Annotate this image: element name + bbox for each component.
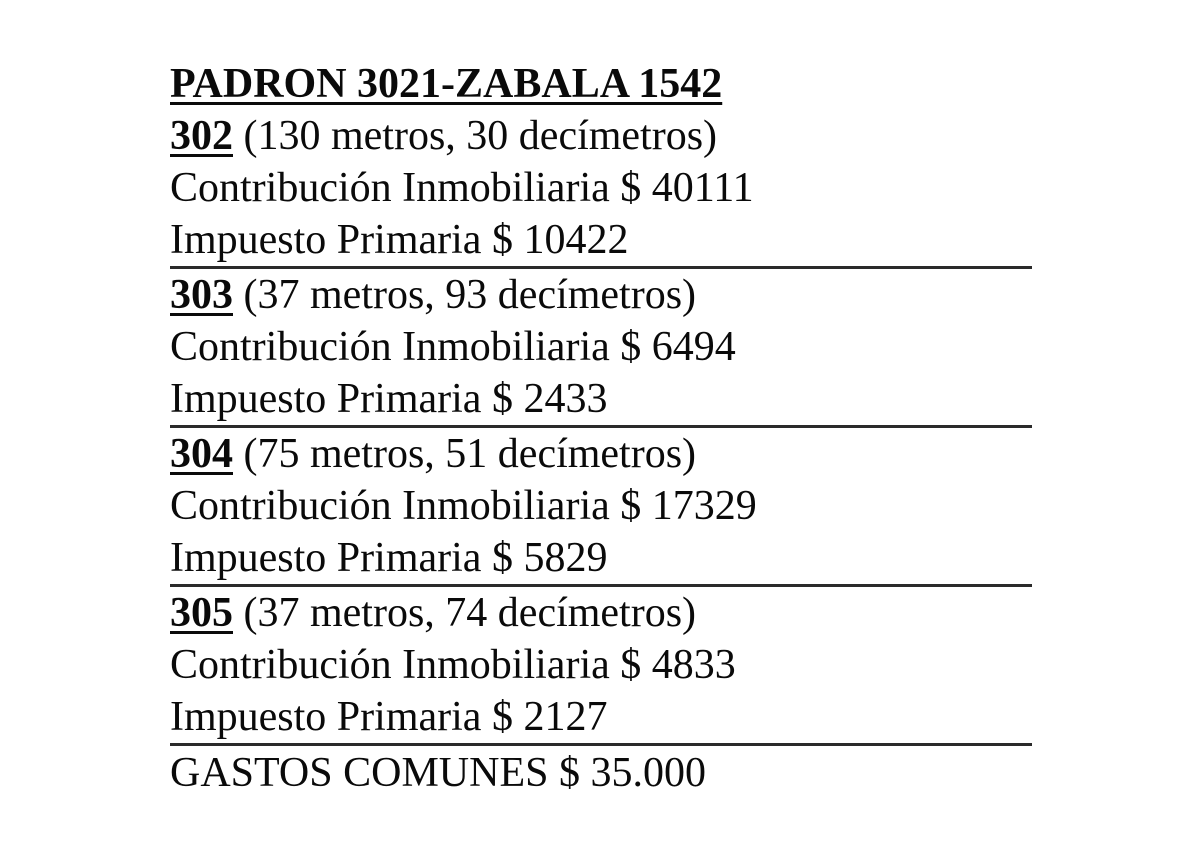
contribucion-line bbox=[170, 321, 1032, 373]
contribucion-label: Contribución Inmobiliaria bbox=[170, 165, 610, 211]
contribucion-line bbox=[170, 639, 1032, 691]
gastos-comunes-amount: $ 35.000 bbox=[558, 750, 706, 796]
impuesto-amount: $ 10422 bbox=[491, 217, 629, 263]
contribucion-line bbox=[170, 162, 1032, 214]
contribucion-label: Contribución Inmobiliaria bbox=[170, 642, 610, 688]
unit-header-line bbox=[170, 428, 1032, 480]
contribucion-label: Contribución Inmobiliaria bbox=[170, 483, 610, 529]
unit-number: 304 bbox=[170, 431, 233, 477]
unit-dimensions: (37 metros, 93 decímetros) bbox=[243, 272, 697, 318]
contribucion-amount: $ 6494 bbox=[620, 324, 736, 370]
unit-dimensions: (75 metros, 51 decímetros) bbox=[243, 431, 697, 477]
contribucion-amount: $ 17329 bbox=[620, 483, 757, 529]
impuesto-amount: $ 5829 bbox=[491, 535, 608, 581]
contribucion-amount: $ 40111 bbox=[620, 165, 754, 211]
unit-section-302 bbox=[170, 110, 1032, 269]
impuesto-label: Impuesto Primaria bbox=[170, 694, 482, 740]
unit-section-305 bbox=[170, 587, 1032, 746]
impuesto-label: Impuesto Primaria bbox=[170, 217, 482, 263]
unit-section-304 bbox=[170, 428, 1032, 587]
impuesto-line bbox=[170, 373, 1032, 425]
unit-dimensions: (37 metros, 74 decímetros) bbox=[243, 590, 697, 636]
impuesto-amount: $ 2433 bbox=[491, 376, 608, 422]
unit-section-303 bbox=[170, 269, 1032, 428]
unit-header-line bbox=[170, 587, 1032, 639]
contribucion-label: Contribución Inmobiliaria bbox=[170, 324, 610, 370]
impuesto-amount: $ 2127 bbox=[491, 694, 608, 740]
impuesto-label: Impuesto Primaria bbox=[170, 535, 482, 581]
impuesto-line bbox=[170, 214, 1032, 266]
impuesto-line bbox=[170, 532, 1032, 584]
gastos-comunes-label: GASTOS COMUNES bbox=[170, 750, 549, 796]
impuesto-line bbox=[170, 691, 1032, 743]
document-title-line bbox=[170, 58, 1032, 110]
contribucion-line bbox=[170, 480, 1032, 532]
unit-number: 302 bbox=[170, 113, 233, 159]
gastos-comunes-line bbox=[170, 747, 1032, 799]
contribucion-amount: $ 4833 bbox=[620, 642, 736, 688]
unit-header-line bbox=[170, 269, 1032, 321]
unit-number: 303 bbox=[170, 272, 233, 318]
property-tax-document bbox=[170, 58, 1032, 799]
impuesto-label: Impuesto Primaria bbox=[170, 376, 482, 422]
document-title: PADRON 3021-ZABALA 1542 bbox=[170, 61, 723, 107]
unit-header-line bbox=[170, 110, 1032, 162]
unit-number: 305 bbox=[170, 590, 233, 636]
unit-dimensions: (130 metros, 30 decímetros) bbox=[243, 113, 718, 159]
